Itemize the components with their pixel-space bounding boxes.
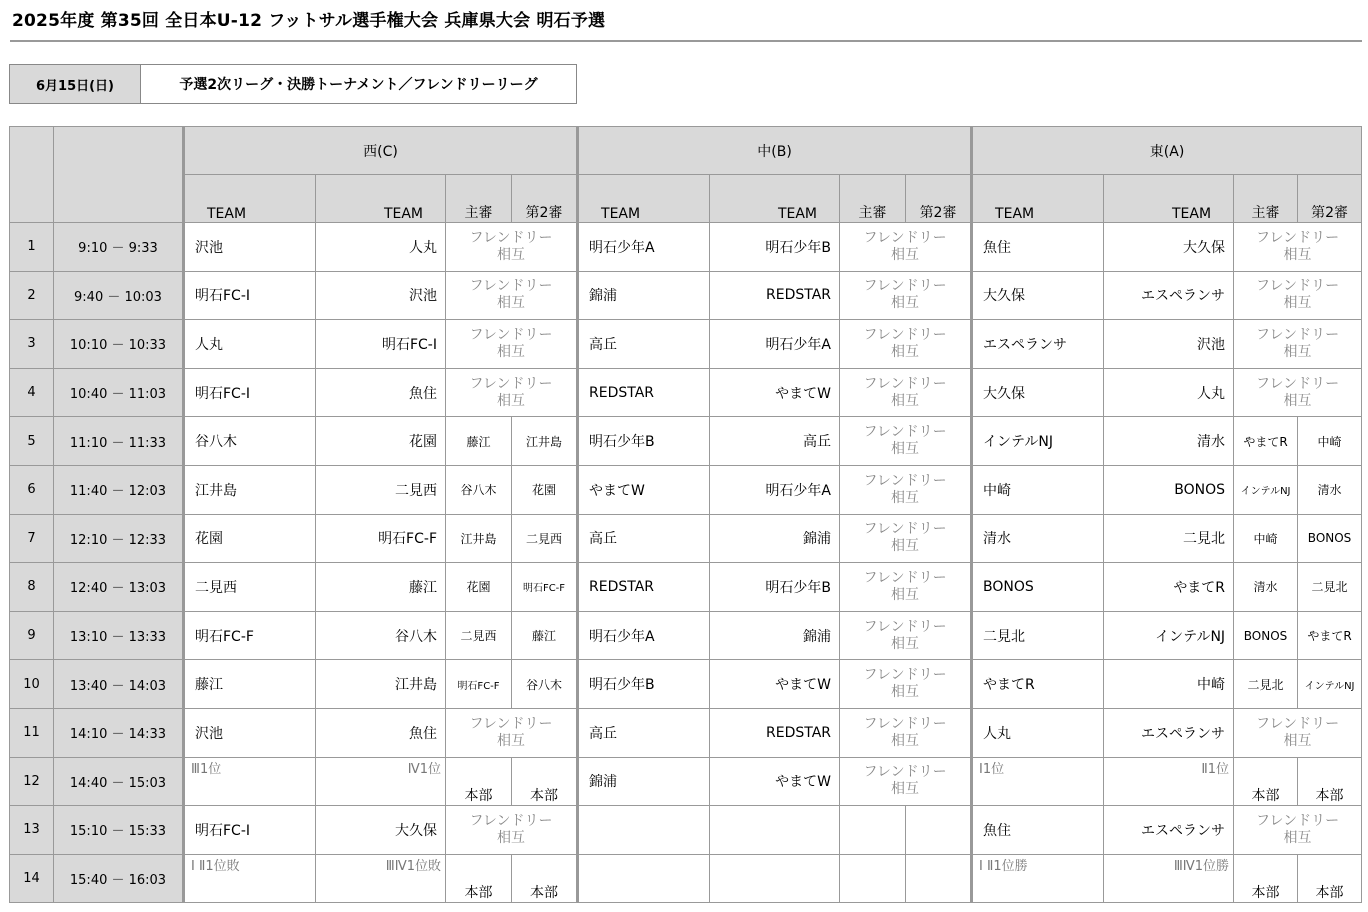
team-b-name: 人丸: [316, 223, 446, 272]
team-a-name: 沢池: [184, 708, 316, 757]
mutual-label: 相互: [1283, 732, 1312, 749]
bracket-slot-a: Ⅰ Ⅱ1位敗: [184, 854, 316, 903]
header-time-blank: [54, 127, 184, 223]
mutual-label: 相互: [891, 635, 920, 652]
friendly-label: フレンドリー: [863, 667, 947, 684]
friendly-label: フレンドリー: [863, 326, 947, 343]
mutual-label: 相互: [497, 343, 525, 360]
referee-second: 清水: [1298, 465, 1362, 514]
team-b-name: 高丘: [710, 417, 840, 466]
team-a-name: 二見北: [972, 611, 1104, 660]
friendly-label: フレンドリー: [863, 521, 947, 538]
team-a-name: 魚住: [972, 806, 1104, 855]
team-a-name: 清水: [972, 514, 1104, 563]
friendly-referee-cell: [840, 660, 972, 709]
team-b-name: 大久保: [1104, 223, 1234, 272]
team-b-name: 大久保: [316, 806, 446, 855]
col-ref1: 主審: [446, 175, 512, 223]
friendly-label: フレンドリー: [863, 715, 947, 732]
date-label: 6月15日(日): [10, 65, 141, 103]
friendly-label: フレンドリー: [863, 424, 947, 441]
empty-cell: [906, 806, 972, 855]
referee-second: インテルNJ: [1298, 660, 1362, 709]
friendly-referee-cell: [1234, 271, 1362, 320]
team-a-name: 明石少年A: [578, 223, 710, 272]
team-b-name: 魚住: [316, 368, 446, 417]
empty-cell: [710, 806, 840, 855]
col-team-b: TEAM: [710, 175, 840, 223]
friendly-label: フレンドリー: [469, 715, 553, 732]
friendly-label: フレンドリー: [469, 278, 553, 295]
referee-second: 花園: [512, 465, 578, 514]
friendly-referee-cell: [840, 417, 972, 466]
bracket-slot-b: Ⅱ1位: [1104, 757, 1234, 806]
team-b-name: 中崎: [1104, 660, 1234, 709]
friendly-referee-cell: [446, 271, 578, 320]
mutual-label: 相互: [891, 732, 920, 749]
friendly-label: フレンドリー: [1256, 812, 1340, 829]
team-a-name: REDSTAR: [578, 368, 710, 417]
friendly-label: フレンドリー: [863, 569, 947, 586]
team-b-name: 明石FC-I: [316, 320, 446, 369]
friendly-label: フレンドリー: [469, 326, 553, 343]
table-row: [10, 854, 1362, 903]
friendly-label: フレンドリー: [469, 375, 553, 392]
mutual-label: 相互: [1283, 246, 1312, 263]
team-b-name: BONOS: [1104, 465, 1234, 514]
mutual-label: 相互: [891, 489, 920, 506]
group-header-east: 東(A): [972, 127, 1362, 175]
bracket-slot-b: Ⅳ1位: [316, 757, 446, 806]
team-b-name: 明石少年A: [710, 320, 840, 369]
team-a-name: 人丸: [972, 708, 1104, 757]
mutual-label: 相互: [497, 392, 525, 409]
mutual-label: 相互: [891, 441, 920, 458]
team-b-name: 藤江: [316, 563, 446, 612]
friendly-referee-cell: [840, 368, 972, 417]
mutual-label: 相互: [891, 684, 920, 701]
table-row: [10, 320, 1362, 369]
team-a-name: 錦浦: [578, 757, 710, 806]
table-row: [10, 611, 1362, 660]
table-row: [10, 563, 1362, 612]
mutual-label: 相互: [891, 538, 920, 555]
referee-honbu: 本部: [446, 757, 512, 806]
referee-honbu: 本部: [1234, 757, 1298, 806]
team-b-name: 清水: [1104, 417, 1234, 466]
match-time: 14:40 － 15:03: [54, 757, 184, 806]
col-team-a: TEAM: [578, 175, 710, 223]
col-ref2: 第2審: [1298, 175, 1362, 223]
mutual-label: 相互: [1283, 295, 1312, 312]
team-b-name: 明石少年A: [710, 465, 840, 514]
friendly-referee-cell: [1234, 708, 1362, 757]
header-num-blank: [10, 127, 54, 223]
team-a-name: 魚住: [972, 223, 1104, 272]
friendly-referee-cell: [840, 320, 972, 369]
table-row: [10, 223, 1362, 272]
referee2-honbu: 本部: [1298, 854, 1362, 903]
mutual-label: 相互: [1283, 343, 1312, 360]
team-b-name: 明石少年B: [710, 563, 840, 612]
referee-second: 中崎: [1298, 417, 1362, 466]
team-b-name: 魚住: [316, 708, 446, 757]
table-row: [10, 465, 1362, 514]
program-label: 予選2次リーグ・決勝トーナメント／フレンドリーリーグ: [179, 77, 538, 93]
referee-main: 明石FC-F: [446, 660, 512, 709]
referee-second: やまてR: [1298, 611, 1362, 660]
referee-main: 中崎: [1234, 514, 1298, 563]
match-time: 9:40 － 10:03: [54, 271, 184, 320]
team-a-name: 花園: [184, 514, 316, 563]
mutual-label: 相互: [497, 829, 525, 846]
team-b-name: やまてR: [1104, 563, 1234, 612]
team-b-name: 谷八木: [316, 611, 446, 660]
team-b-name: 錦浦: [710, 611, 840, 660]
group-header-west: 西(C): [184, 127, 578, 175]
referee-main: 藤江: [446, 417, 512, 466]
match-time: 11:40 － 12:03: [54, 465, 184, 514]
team-b-name: 人丸: [1104, 368, 1234, 417]
col-team-b: TEAM: [1104, 175, 1234, 223]
table-row: [10, 368, 1362, 417]
empty-cell: [840, 854, 906, 903]
friendly-referee-cell: [1234, 223, 1362, 272]
team-b-name: 沢池: [1104, 320, 1234, 369]
referee-main: 二見西: [446, 611, 512, 660]
col-team-a: TEAM: [972, 175, 1104, 223]
mutual-label: 相互: [891, 246, 920, 263]
match-number: 11: [10, 708, 54, 757]
empty-cell: [578, 854, 710, 903]
mutual-label: 相互: [891, 586, 920, 603]
referee-second: 明石FC-F: [512, 563, 578, 612]
team-b-name: 二見北: [1104, 514, 1234, 563]
team-a-name: 谷八木: [184, 417, 316, 466]
friendly-label: フレンドリー: [469, 229, 553, 246]
team-b-name: 明石FC-F: [316, 514, 446, 563]
col-ref2: 第2審: [906, 175, 972, 223]
table-row: [10, 708, 1362, 757]
table-row: [10, 271, 1362, 320]
friendly-label: フレンドリー: [469, 812, 553, 829]
team-a-name: REDSTAR: [578, 563, 710, 612]
match-number: 7: [10, 514, 54, 563]
friendly-referee-cell: [446, 320, 578, 369]
bracket-slot-a: Ⅰ1位: [972, 757, 1104, 806]
empty-cell: [710, 854, 840, 903]
friendly-label: フレンドリー: [1256, 278, 1340, 295]
friendly-referee-cell: [840, 465, 972, 514]
friendly-referee-cell: [446, 368, 578, 417]
friendly-referee-cell: [840, 514, 972, 563]
page-title: 2025年度 第35回 全日本U-12 フットサル選手権大会 兵庫県大会 明石予選: [12, 11, 606, 31]
empty-cell: [578, 806, 710, 855]
referee-second: 藤江: [512, 611, 578, 660]
match-time: 15:40 － 16:03: [54, 854, 184, 903]
referee-honbu: 本部: [1234, 854, 1298, 903]
friendly-referee-cell: [840, 611, 972, 660]
match-number: 1: [10, 223, 54, 272]
team-b-name: REDSTAR: [710, 708, 840, 757]
referee-honbu: 本部: [446, 854, 512, 903]
friendly-referee-cell: [840, 271, 972, 320]
referee-second: 江井島: [512, 417, 578, 466]
mutual-label: 相互: [891, 781, 920, 798]
team-b-name: 江井島: [316, 660, 446, 709]
match-number: 6: [10, 465, 54, 514]
referee-second: 谷八木: [512, 660, 578, 709]
referee2-honbu: 本部: [512, 757, 578, 806]
team-a-name: 大久保: [972, 368, 1104, 417]
match-number: 8: [10, 563, 54, 612]
team-b-name: やまてW: [710, 368, 840, 417]
team-b-name: REDSTAR: [710, 271, 840, 320]
mutual-label: 相互: [497, 732, 525, 749]
team-a-name: やまてR: [972, 660, 1104, 709]
team-a-name: やまてW: [578, 465, 710, 514]
match-time: 10:10 － 10:33: [54, 320, 184, 369]
schedule-table: [9, 126, 1362, 903]
referee-second: 二見西: [512, 514, 578, 563]
referee2-honbu: 本部: [512, 854, 578, 903]
team-a-name: 明石少年A: [578, 611, 710, 660]
col-ref1: 主審: [1234, 175, 1298, 223]
match-number: 12: [10, 757, 54, 806]
table-row: [10, 660, 1362, 709]
referee-main: 花園: [446, 563, 512, 612]
team-b-name: エスペランサ: [1104, 271, 1234, 320]
match-time: 9:10 － 9:33: [54, 223, 184, 272]
mutual-label: 相互: [497, 295, 525, 312]
friendly-referee-cell: [840, 757, 972, 806]
mutual-label: 相互: [1283, 829, 1312, 846]
friendly-label: フレンドリー: [863, 618, 947, 635]
friendly-referee-cell: [840, 708, 972, 757]
friendly-label: フレンドリー: [863, 375, 947, 392]
match-time: 15:10 － 15:33: [54, 806, 184, 855]
match-number: 3: [10, 320, 54, 369]
team-a-name: 明石少年B: [578, 417, 710, 466]
team-a-name: 明石FC-F: [184, 611, 316, 660]
team-a-name: 二見西: [184, 563, 316, 612]
friendly-label: フレンドリー: [863, 229, 947, 246]
match-time: 13:10 － 13:33: [54, 611, 184, 660]
team-b-name: 二見西: [316, 465, 446, 514]
col-ref2: 第2審: [512, 175, 578, 223]
friendly-referee-cell: [446, 806, 578, 855]
referee-main: BONOS: [1234, 611, 1298, 660]
team-a-name: 藤江: [184, 660, 316, 709]
referee-second: BONOS: [1298, 514, 1362, 563]
date-program-box: [9, 64, 577, 104]
team-a-name: 高丘: [578, 514, 710, 563]
friendly-label: フレンドリー: [1256, 229, 1340, 246]
team-b-name: エスペランサ: [1104, 806, 1234, 855]
match-time: 11:10 － 11:33: [54, 417, 184, 466]
col-team-a: TEAM: [184, 175, 316, 223]
friendly-label: フレンドリー: [863, 472, 947, 489]
team-a-name: 大久保: [972, 271, 1104, 320]
referee-second: 二見北: [1298, 563, 1362, 612]
team-b-name: インテルNJ: [1104, 611, 1234, 660]
match-number: 2: [10, 271, 54, 320]
friendly-referee-cell: [1234, 368, 1362, 417]
team-b-name: 沢池: [316, 271, 446, 320]
team-a-name: 江井島: [184, 465, 316, 514]
team-b-name: エスペランサ: [1104, 708, 1234, 757]
referee-main: 江井島: [446, 514, 512, 563]
team-a-name: 明石少年B: [578, 660, 710, 709]
team-a-name: 沢池: [184, 223, 316, 272]
match-number: 14: [10, 854, 54, 903]
friendly-referee-cell: [1234, 806, 1362, 855]
friendly-referee-cell: [446, 708, 578, 757]
title-divider: [10, 40, 1362, 42]
friendly-label: フレンドリー: [863, 764, 947, 781]
table-row: [10, 417, 1362, 466]
team-a-name: 高丘: [578, 708, 710, 757]
empty-cell: [840, 806, 906, 855]
team-a-name: 明石FC-I: [184, 368, 316, 417]
friendly-label: フレンドリー: [1256, 326, 1340, 343]
empty-cell: [906, 854, 972, 903]
referee-main: 谷八木: [446, 465, 512, 514]
team-b-name: やまてW: [710, 757, 840, 806]
col-ref1: 主審: [840, 175, 906, 223]
table-row: [10, 806, 1362, 855]
mutual-label: 相互: [1283, 392, 1312, 409]
match-number: 4: [10, 368, 54, 417]
team-a-name: インテルNJ: [972, 417, 1104, 466]
team-b-name: 花園: [316, 417, 446, 466]
mutual-label: 相互: [891, 343, 920, 360]
bracket-slot-a: Ⅰ Ⅱ1位勝: [972, 854, 1104, 903]
referee-main: 清水: [1234, 563, 1298, 612]
referee-main: インテルNJ: [1234, 465, 1298, 514]
referee-main: やまてR: [1234, 417, 1298, 466]
friendly-referee-cell: [840, 563, 972, 612]
team-b-name: 錦浦: [710, 514, 840, 563]
bracket-slot-b: ⅢⅣ1位勝: [1104, 854, 1234, 903]
mutual-label: 相互: [891, 295, 920, 312]
friendly-label: フレンドリー: [1256, 715, 1340, 732]
mutual-label: 相互: [891, 392, 920, 409]
match-number: 10: [10, 660, 54, 709]
match-time: 12:10 － 12:33: [54, 514, 184, 563]
team-a-name: エスペランサ: [972, 320, 1104, 369]
friendly-label: フレンドリー: [1256, 375, 1340, 392]
bracket-slot-a: Ⅲ1位: [184, 757, 316, 806]
friendly-referee-cell: [1234, 320, 1362, 369]
table-row: [10, 757, 1362, 806]
match-time: 12:40 － 13:03: [54, 563, 184, 612]
team-a-name: BONOS: [972, 563, 1104, 612]
match-time: 14:10 － 14:33: [54, 708, 184, 757]
team-a-name: 人丸: [184, 320, 316, 369]
friendly-referee-cell: [446, 223, 578, 272]
mutual-label: 相互: [497, 246, 525, 263]
match-number: 5: [10, 417, 54, 466]
team-a-name: 中崎: [972, 465, 1104, 514]
referee2-honbu: 本部: [1298, 757, 1362, 806]
friendly-label: フレンドリー: [863, 278, 947, 295]
friendly-referee-cell: [840, 223, 972, 272]
team-a-name: 錦浦: [578, 271, 710, 320]
referee-main: 二見北: [1234, 660, 1298, 709]
bracket-slot-b: ⅢⅣ1位敗: [316, 854, 446, 903]
match-number: 13: [10, 806, 54, 855]
team-b-name: 明石少年B: [710, 223, 840, 272]
match-number: 9: [10, 611, 54, 660]
match-time: 10:40 － 11:03: [54, 368, 184, 417]
match-time: 13:40 － 14:03: [54, 660, 184, 709]
group-header-central: 中(B): [578, 127, 972, 175]
team-a-name: 明石FC-I: [184, 806, 316, 855]
team-a-name: 明石FC-I: [184, 271, 316, 320]
col-team-b: TEAM: [316, 175, 446, 223]
table-row: [10, 514, 1362, 563]
team-b-name: やまてW: [710, 660, 840, 709]
team-a-name: 高丘: [578, 320, 710, 369]
